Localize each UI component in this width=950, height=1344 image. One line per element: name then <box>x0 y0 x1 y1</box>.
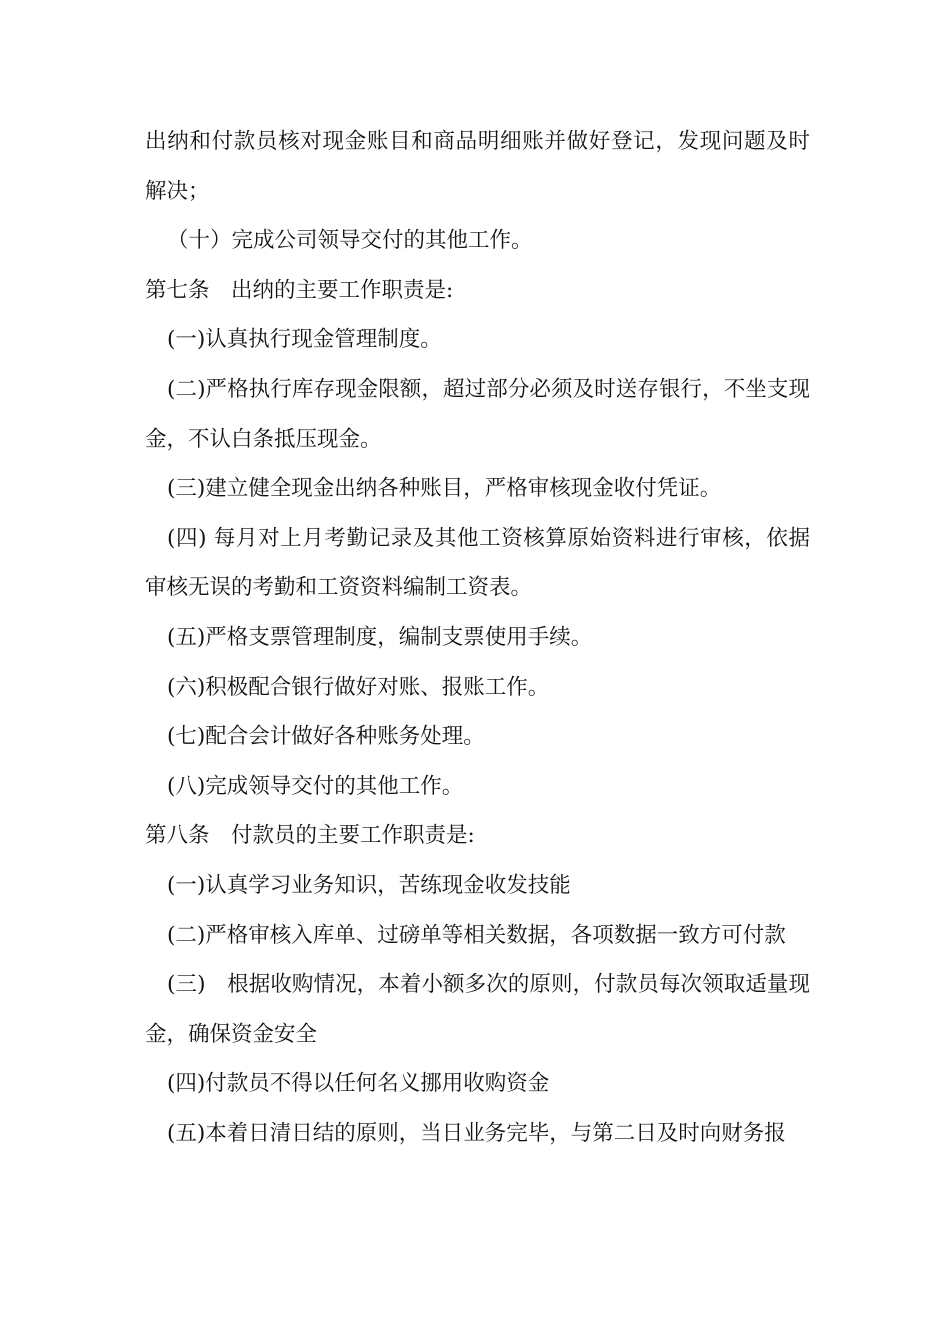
article-7-item-5: (五)严格支票管理制度，编制支票使用手续。 <box>167 624 593 650</box>
article-8-item-4: (四)付款员不得以任何名义挪用收购资金 <box>167 1071 550 1097</box>
article-7-heading: 第七条 出纳的主要工作职责是: <box>145 277 454 303</box>
article-7-item-7: (七)配合会计做好各种账务处理。 <box>167 724 485 750</box>
article-7-item-6: (六)积极配合银行做好对账、报账工作。 <box>167 674 550 700</box>
article-7-item-4: (四) 每月对上月考勤记录及其他工资核算原始资料进行审核，依据审核无误的考勤和工资资料编制工资表。 <box>145 525 810 601</box>
article-8-item-3: (三) 根据收购情况，本着小额多次的原则，付款员每次领取适量现金，确保资金安全 <box>145 972 810 1047</box>
document-body <box>145 117 810 1158</box>
article-7-item-1: (一)认真执行现金管理制度。 <box>167 327 442 353</box>
article-8-item-2: (二)严格审核入库单、过磅单等相关数据，各项数据一致方可付款 <box>167 922 786 948</box>
article-7-item-3: (三)建立健全现金出纳各种账目，严格审核现金收付凭证。 <box>167 476 722 502</box>
paragraph-1: 出纳和付款员核对现金账目和商品明细账并做好登记，发现问题及时解决； <box>145 129 810 204</box>
article-8-heading: 第八条 付款员的主要工作职责是: <box>145 823 475 849</box>
article-8-item-5: (五)本着日清日结的原则，当日业务完毕，与第二日及时向财务报 <box>167 1120 786 1146</box>
paragraph-2: （十）完成公司领导交付的其他工作。 <box>167 228 533 254</box>
article-8-item-1: (一)认真学习业务知识，苦练现金收发技能 <box>167 872 571 898</box>
article-7-item-8: (八)完成领导交付的其他工作。 <box>167 773 464 799</box>
article-7-item-2: (二)严格执行库存现金限额，超过部分必须及时送存银行，不坐支现金，不认白条抵压现金。 <box>145 376 810 452</box>
